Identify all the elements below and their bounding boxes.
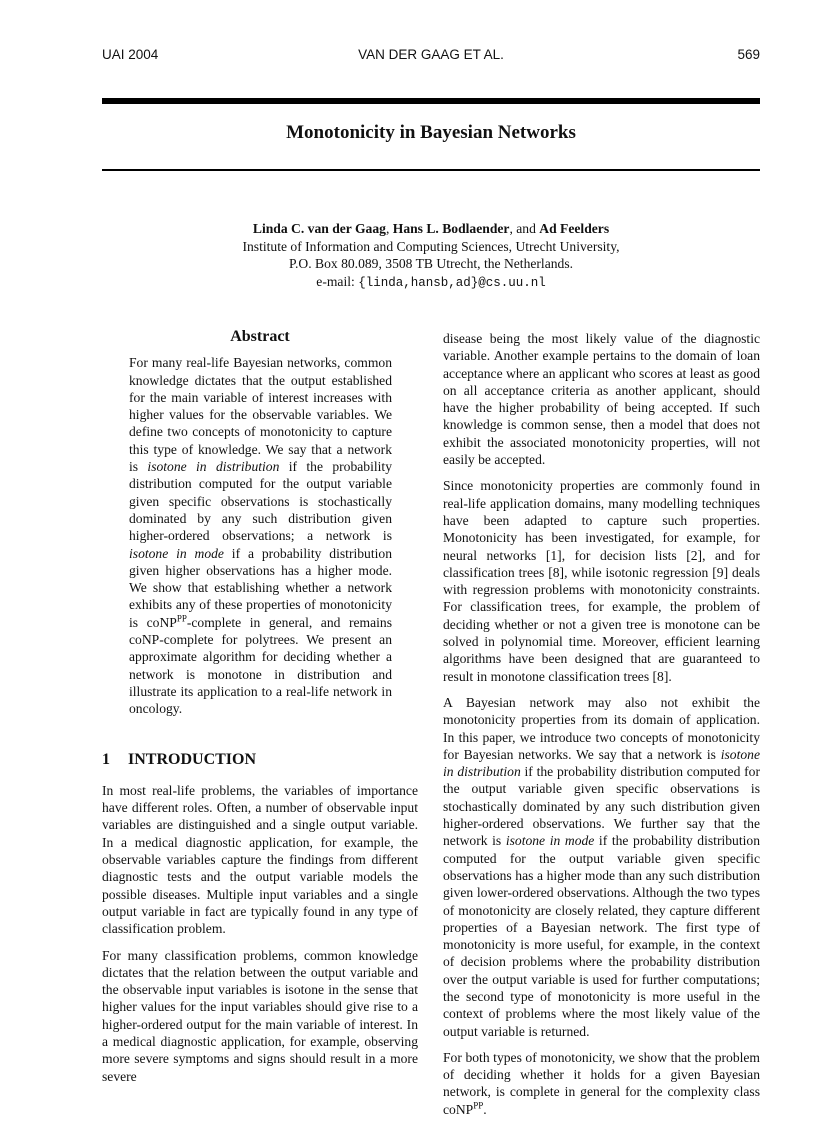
abstract-text: For many real-life Bayesian networks, common knowledge dictates that the output established for the main variable of interest increases with higher values for the observable variables. We define two concepts of monotonicity to capture this type of knowledge. We say that a network is isotone in distribution if the probability distribution computed for the output variable given specific observations is stochastically dominated by any such distribution given higher-ordered observations; a network is isotone in mode if a probability distribution given higher observations has a higher mode. We show that establishing whether a network exhibits any of these properties of monotonicity is coNP$^{PP}$-complete in general, and remains coNP-complete for polytrees. We present an approximate algorithm for deciding whether a network is monotone in distribution and illustrate its application to a real-life network in oncology.: [129, 355, 393, 717]
author-name: Ad Feelders: [539, 221, 610, 236]
running-header: [102, 47, 760, 67]
email-prefix: e-mail:: [316, 273, 359, 289]
section-number: 1: [102, 750, 110, 768]
top-rule: [102, 98, 760, 104]
paper-title: Monotonicity in Bayesian Networks: [286, 122, 576, 143]
author-separator: , and: [509, 221, 540, 236]
term-emphasis: isotone in mode: [129, 545, 224, 561]
author-line: [102, 220, 760, 238]
conference-label: UAI 2004: [102, 47, 159, 62]
section-heading: [102, 751, 418, 768]
paragraph: For both types of monotonicity, we show that the problem of deciding whether it holds for a given Bayesian network, is complete in general for the complexity class coNP$^{PP}$.: [443, 1049, 760, 1117]
section-title: INTRODUCTION: [128, 750, 257, 768]
email-address: {linda,hansb,ad}@cs.uu.nl: [358, 275, 546, 290]
left-column: [102, 328, 418, 1094]
right-column: [443, 330, 760, 1127]
paragraph: In most real-life problems, the variables of importance have different roles. Often, a number of observable input variables are distinguished and a single output variable. In a medical diagnostic application, for example, the observable variables capture the findings from different diagnostic tests and the output variable models the possible diseases. Multiple input variables and a single output variable in fact are typically found in any type of classification problem.: [102, 782, 418, 937]
author-name: Linda C. van der Gaag: [252, 221, 386, 236]
abstract-heading: Abstract: [230, 328, 290, 345]
superscript: PP: [473, 1100, 484, 1111]
page-number: 569: [737, 47, 760, 62]
paragraph: disease being the most likely value of the diagnostic variable. Another example pertains to the domain of loan acceptance where an applicant who scores at least as good on all acceptance criteria as another applicant, should have the higher probability of being accepted. If such knowledge is common sense, then a model that does not exhibit the associated monotonicity properties, will not easily be accepted.: [443, 331, 760, 468]
paragraph: Since monotonicity properties are commonly found in real-life application domains, many modelling techniques have been adapted to capture such properties. Monotonicity has been investigated, for example, for neural networks [1], for decision lists [2], and for classification trees [8], while isotonic regression [9] deals with regression problems with monotonicity constraints. For classification trees, for example, the problem of deciding whether or not a given tree is monotone can be solved in polynomial time. Moreover, efficient learning algorithms have been designed that are guaranteed to result in monotone classification trees [8].: [443, 478, 760, 684]
author-separator: ,: [385, 221, 393, 236]
superscript: PP: [176, 613, 187, 624]
email-line: [102, 273, 760, 293]
author-name: Hans L. Bodlaender: [392, 221, 510, 236]
term-emphasis: isotone in distribution: [147, 459, 280, 475]
paragraph: A Bayesian network may also not exhibit the monotonicity properties from its domain of application. In this paper, we introduce two concepts of monotonicity for Bayesian networks. We say that a network is isotone in distribution if the probability distribution computed for the output variable given specific observations is stochastically dominated by any such distribution given higher-ordered observations. We further say that the network is isotone in mode if the probability distribution computed for the output variable given specific observations has a higher mode than any such distribution given lower-ordered observations. Although the two types of monotonicity are closely related, they capture different properties of a Bayesian network. The first type of monotonicity is more useful, for example, in the context of decision problems where the probability distribution over the output variable is used for further computations; the second type of monotonicity is more useful in the context of problems where the most likely value of the output variable is returned.: [443, 694, 760, 1039]
title-rule: [102, 169, 760, 171]
author-block: [102, 220, 760, 292]
paragraph: For many classification problems, common knowledge dictates that the relation between the output variable and the observable input variables is isotone in the sense that higher values for the input variables should give rise to a higher-ordered output for the main variable of interest. In a medical diagnostic application, for example, observing more severe symptoms and signs should result in a more severe: [102, 947, 418, 1084]
term-emphasis: isotone in distribution: [443, 746, 760, 780]
running-authors: VAN DER GAAG ET AL.: [358, 47, 504, 62]
address: P.O. Box 80.089, 3508 TB Utrecht, the Netherlands.: [288, 256, 574, 271]
term-emphasis: isotone in mode: [505, 833, 595, 849]
affiliation: Institute of Information and Computing Sciences, Utrecht University,: [242, 238, 620, 254]
